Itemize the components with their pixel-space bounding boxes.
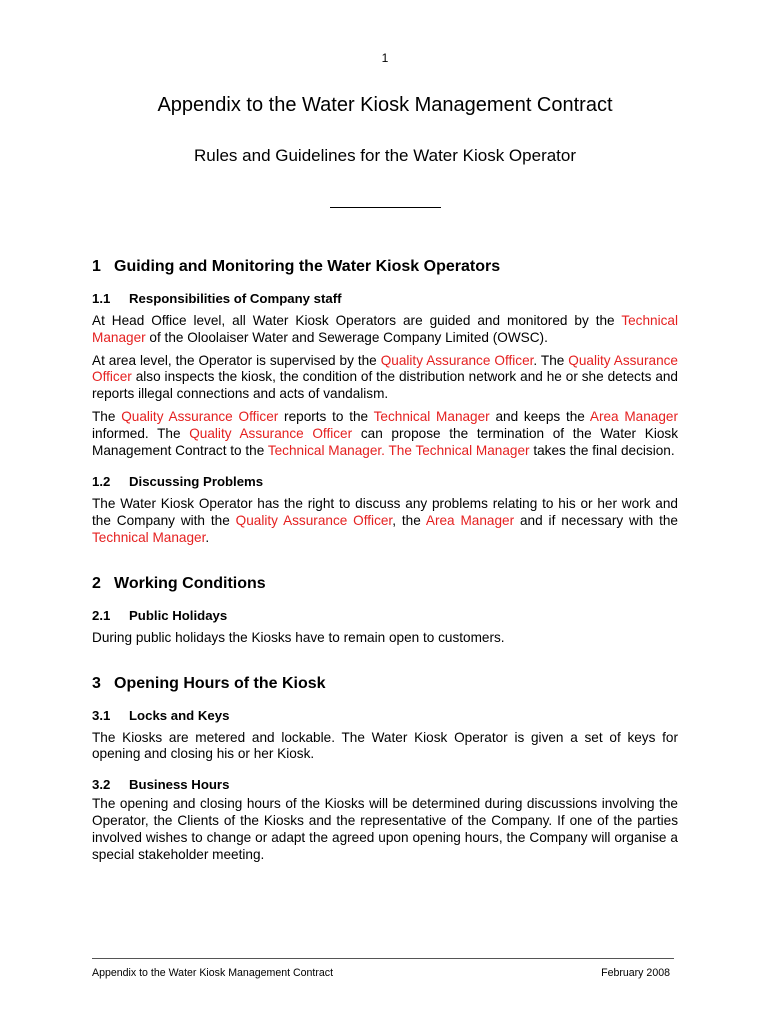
- document-title: Appendix to the Water Kiosk Management Contract: [157, 94, 613, 116]
- title-divider: [330, 207, 441, 208]
- paragraph-1-1-b: At area level, the Operator is supervised by the Quality Assurance Officer. The Quality Assurance Officer also inspects the kiosk, the condition of the distribution network and he or she detects and reports illegal connections and acts of vandalism.: [92, 352, 678, 402]
- section-1-1-heading: 1.1 Responsibilities of Company staff: [92, 291, 342, 306]
- section-1-heading: 1 Guiding and Monitoring the Water Kiosk Operators: [92, 258, 501, 275]
- footer-left-text: Appendix to the Water Kiosk Management Contract: [92, 967, 334, 979]
- paragraph-1-1-a: At Head Office level, all Water Kiosk Operators are guided and monitored by the Technical Manager of the Oloolaiser Water and Sewerage Company Limited (OWSC).: [92, 313, 678, 345]
- section-2-1-heading: 2.1 Public Holidays: [92, 607, 228, 623]
- paragraph-1-2: The Water Kiosk Operator has the right to discuss any problems relating to his or her work and the Company with the Quality Assurance Officer, the Area Manager and if necessary with the Technical Manager.: [92, 496, 678, 545]
- paragraph-1-1-c: The Quality Assurance Officer reports to the Technical Manager and keeps the Area Manager informed. The Quality Assurance Officer can propose the termination of the Water Kiosk Management Contract to the Technical Manager. The Technical Manager takes the final decision.: [92, 408, 679, 458]
- paragraph-2-1: During public holidays the Kiosks have to remain open to customers.: [92, 629, 505, 645]
- section-1-2-heading: 1.2 Discussing Problems: [92, 474, 264, 490]
- paragraph-3-1: The Kiosks are metered and lockable. The Water Kiosk Operator is given a set of keys for opening and closing his or her Kiosk.: [92, 729, 678, 762]
- document-subtitle: Rules and Guidelines for the Water Kiosk Operator: [193, 146, 577, 165]
- document-body: [92, 256, 678, 863]
- page-number: 1: [381, 51, 389, 65]
- footer-date: February 2008: [601, 967, 670, 979]
- footer-divider: [92, 958, 674, 959]
- page-footer: [92, 967, 670, 979]
- section-3-2-heading: 3.2 Business Hours: [92, 777, 230, 793]
- section-3-heading: 3 Opening Hours of the Kiosk: [92, 674, 326, 692]
- section-2-heading: 2 Working Conditions: [92, 574, 266, 592]
- paragraph-3-2: The opening and closing hours of the Kiosks will be determined during discussions involving the Operator, the Clients of the Kiosks and the representative of the Company. If one of the parties involved wishes to change or adapt the agreed upon opening hours, the Company will organise a special stakeholder meeting.: [92, 796, 678, 862]
- section-3-1-heading: 3.1 Locks and Keys: [92, 707, 230, 723]
